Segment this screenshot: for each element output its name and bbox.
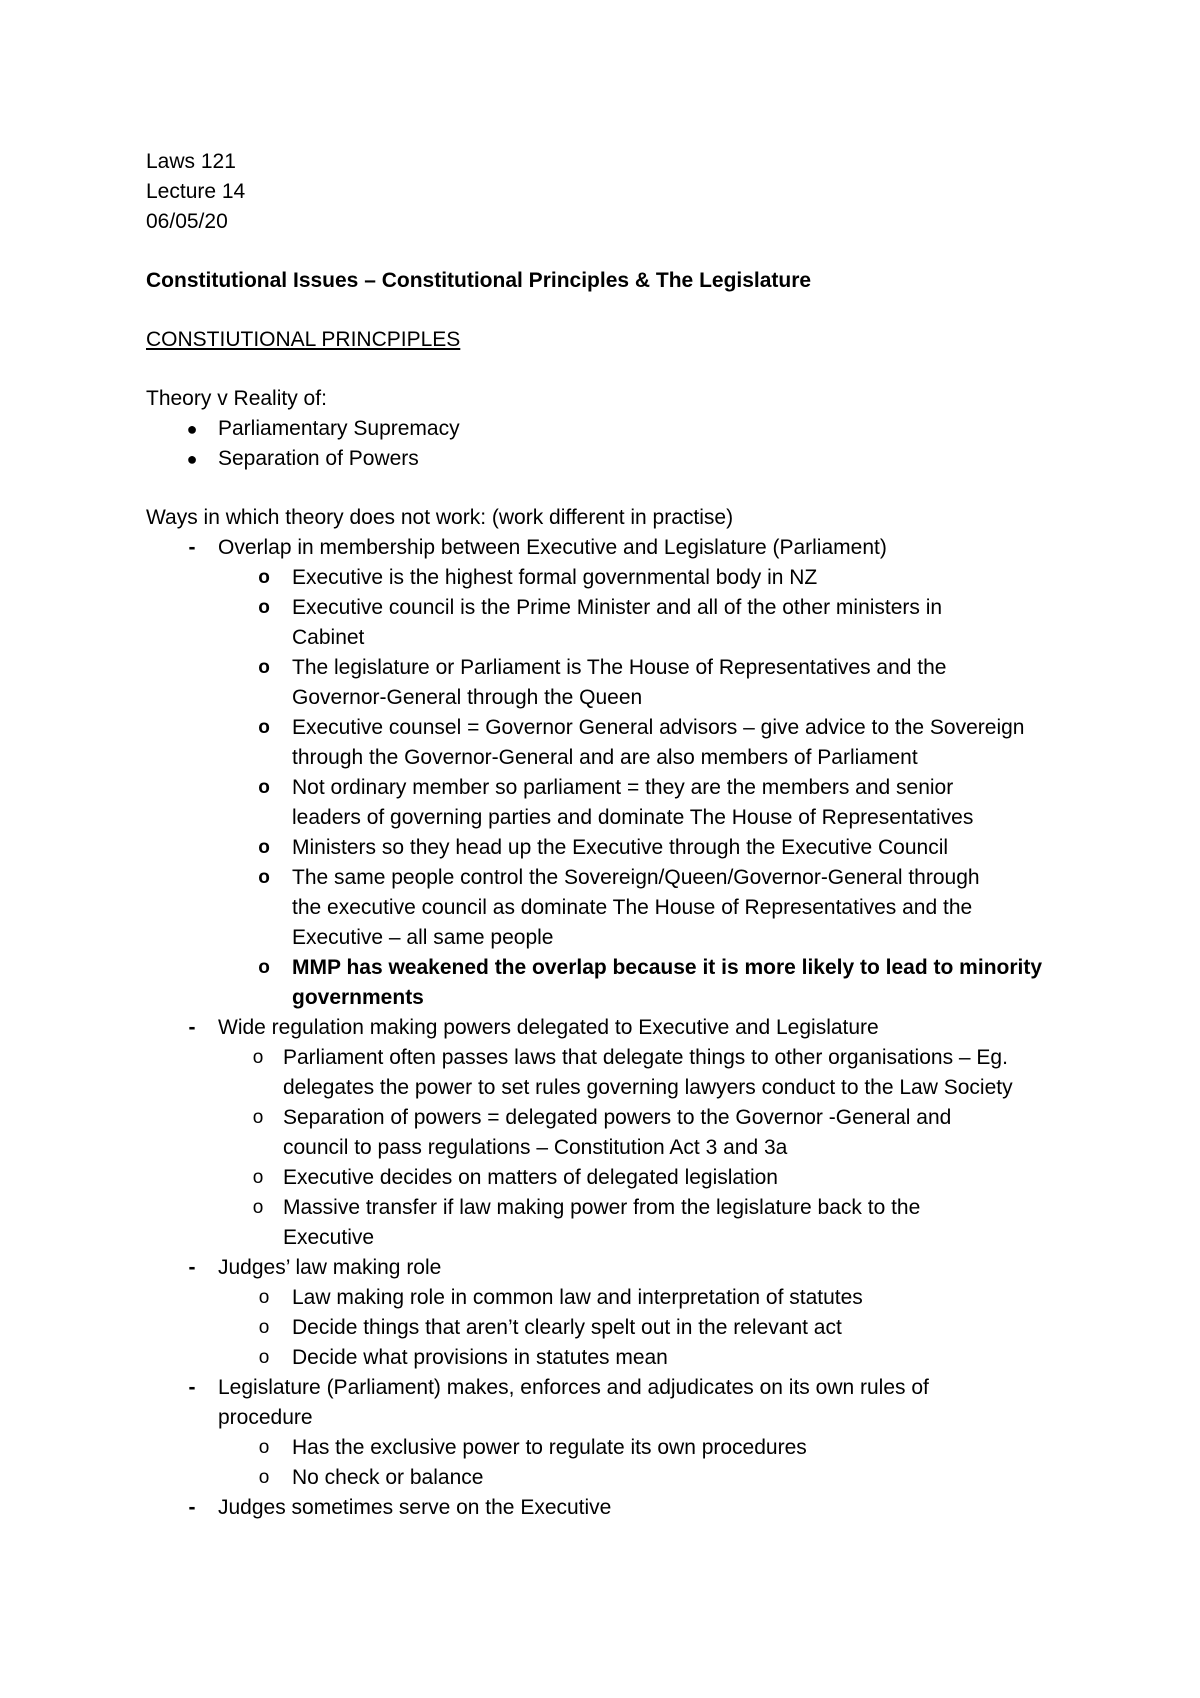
ways-point [146,1373,1106,1433]
subpoint-text: Decide what provisions in statutes mean [292,1346,668,1369]
ways-subpoint [146,1193,1106,1253]
ring-bullet-icon: o [258,597,270,618]
ring-bullet-icon: o [258,657,270,678]
subpoint-text: Executive – all same people [292,926,554,949]
ways-point [146,1493,1106,1523]
ways-subpoint [146,1463,1106,1493]
ring-bullet-icon: o [258,567,270,588]
ways-point-text: Overlap in membership between Executive and Legislature (Parliament) [218,536,887,559]
ways-subpoint [146,1433,1106,1463]
theory-intro: Theory v Reality of: [146,387,327,410]
section-heading: CONSTIUTIONAL PRINCPIPLES [146,328,461,351]
theory-bullet-text: Separation of Powers [218,447,419,470]
subpoint-text: Executive decides on matters of delegated legislation [283,1166,778,1189]
subpoint-text: The legislature or Parliament is The House of Representatives and the [292,656,947,679]
subpoint-text: council to pass regulations – Constitution Act 3 and 3a [283,1136,788,1159]
ways-point-text: Judges sometimes serve on the Executive [218,1496,612,1519]
document-title: Constitutional Issues – Constitutional Principles & The Legislature [146,269,812,292]
circle-bullet-icon: o [258,1437,270,1458]
lecture-date: 06/05/20 [146,210,228,233]
subpoint-text: delegates the power to set rules governing lawyers conduct to the Law Society [283,1076,1013,1099]
dash-icon: - [188,1496,196,1519]
subpoint-text: Parliament often passes laws that delegate things to other organisations – Eg. [283,1046,1008,1069]
lecture-number: Lecture 14 [146,180,246,203]
subpoint-text: No check or balance [292,1466,484,1489]
subpoint-text: Law making role in common law and interpretation of statutes [292,1286,863,1309]
ways-point-text: Judges’ law making role [218,1256,442,1279]
ways-subpoint [146,863,1106,953]
ways-subpoint [146,653,1106,713]
circle-bullet-icon: o [258,1467,270,1488]
circle-bullet-icon: o [252,1167,264,1188]
ways-subpoint [146,953,1106,1013]
course-code: Laws 121 [146,150,236,173]
subpoint-text: Executive is the highest formal governmental body in NZ [292,566,818,589]
theory-bullet-item [146,444,1106,474]
subpoint-text: Ministers so they head up the Executive through the Executive Council [292,836,949,859]
circle-bullet-icon: o [258,1287,270,1308]
ring-bullet-icon: o [258,777,270,798]
subpoint-text: The same people control the Sovereign/Queen/Governor-General through [292,866,980,889]
circle-bullet-icon: o [252,1107,264,1128]
ways-point-text: procedure [218,1406,313,1429]
ways-subpoint [146,713,1106,773]
ways-subpoint [146,1043,1106,1103]
subpoint-text: Governor-General through the Queen [292,686,643,709]
subpoint-text: leaders of governing parties and dominate The House of Representatives [292,806,974,829]
theory-bullet-text: Parliamentary Supremacy [218,417,460,440]
ways-subpoint [146,1313,1106,1343]
ways-point [146,1013,1106,1043]
theory-bullet-item [146,414,1106,444]
spacer [146,474,1106,503]
circle-bullet-icon: o [258,1317,270,1338]
ways-subpoint [146,833,1106,863]
ways-subpoint [146,1343,1106,1373]
subpoint-text: Executive [283,1226,375,1249]
dash-icon: - [188,1016,196,1039]
subpoint-text: Separation of powers = delegated powers to the Governor -General and [283,1106,952,1129]
bullet-icon: ● [186,449,198,469]
ways-point [146,1253,1106,1283]
ways-point-text: Wide regulation making powers delegated to Executive and Legislature [218,1016,879,1039]
ways-subpoint [146,593,1106,653]
spacer [146,296,1106,325]
dash-icon: - [188,1256,196,1279]
bullet-icon: ● [186,419,198,439]
subpoint-text: Massive transfer if law making power from the legislature back to the [283,1196,921,1219]
ring-bullet-icon: o [258,837,270,858]
spacer [146,355,1106,384]
ring-bullet-icon: o [258,957,270,978]
subpoint-text: Cabinet [292,626,365,649]
subpoint-text: Not ordinary member so parliament = they are the members and senior [292,776,954,799]
subpoint-text: Has the exclusive power to regulate its own procedures [292,1436,807,1459]
ring-bullet-icon: o [258,717,270,738]
document-content [146,147,1106,1523]
circle-bullet-icon: o [258,1347,270,1368]
circle-bullet-icon: o [252,1047,264,1068]
ways-list [146,533,1106,1523]
theory-bullet-list [146,414,1106,474]
subpoint-text: Executive counsel = Governor General advisors – give advice to the Sovereign [292,716,1025,739]
subpoint-text: governments [292,986,424,1009]
dash-icon: - [188,536,196,559]
ring-bullet-icon: o [258,867,270,888]
subpoint-text: MMP has weakened the overlap because it is more likely to lead to minority [292,956,1043,979]
dash-icon: - [188,1376,196,1399]
circle-bullet-icon: o [252,1197,264,1218]
ways-subpoint [146,1103,1106,1163]
ways-subpoint [146,1283,1106,1313]
subpoint-text: Decide things that aren’t clearly spelt out in the relevant act [292,1316,842,1339]
ways-intro: Ways in which theory does not work: (work different in practise) [146,506,734,529]
ways-point-text: Legislature (Parliament) makes, enforces and adjudicates on its own rules of [218,1376,929,1399]
ways-point [146,533,1106,563]
subpoint-text: the executive council as dominate The House of Representatives and the [292,896,973,919]
subpoint-text: Executive council is the Prime Minister and all of the other ministers in [292,596,943,619]
ways-subpoint [146,1163,1106,1193]
subpoint-text: through the Governor-General and are also members of Parliament [292,746,918,769]
ways-subpoint [146,773,1106,833]
ways-subpoint [146,563,1106,593]
spacer [146,237,1106,266]
